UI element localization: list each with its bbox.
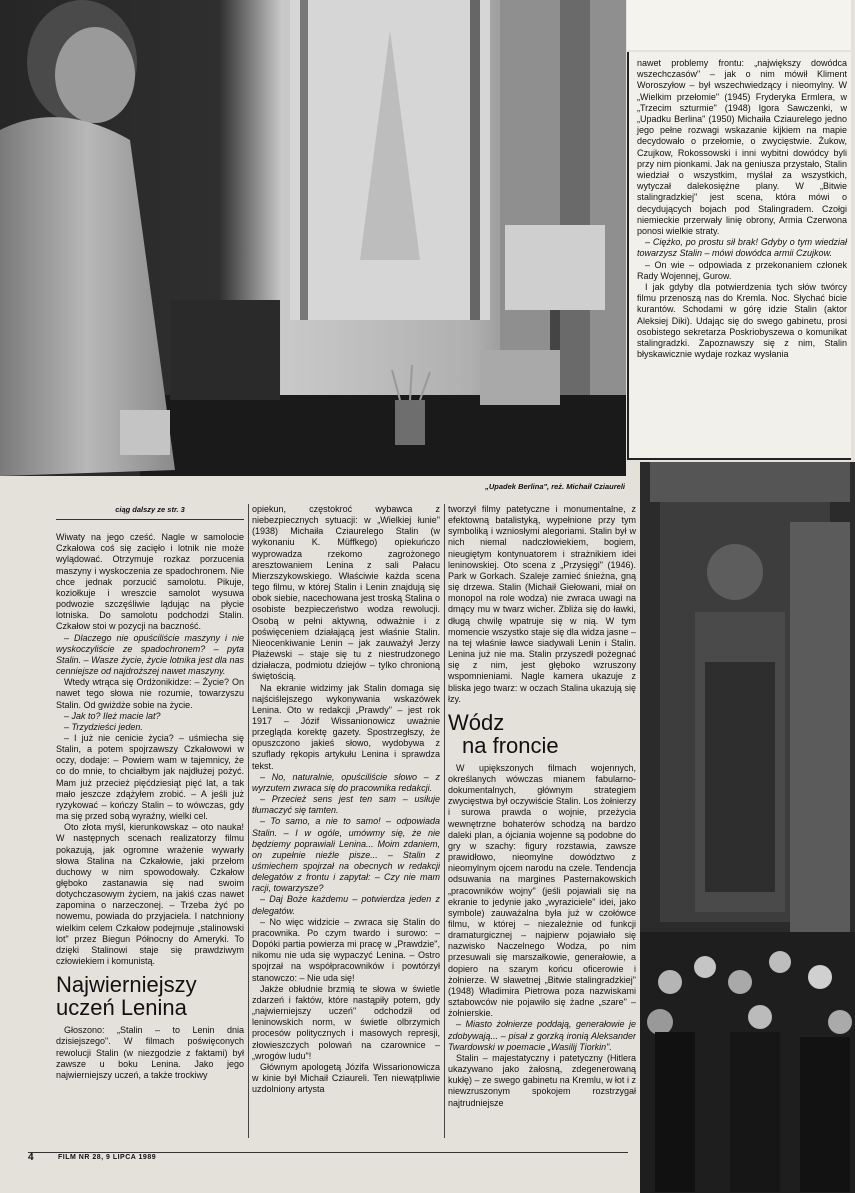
continuation-label: ciąg dalszy ze str. 3 xyxy=(56,504,244,520)
film-still-illustration xyxy=(0,0,626,476)
text-paragraph: – Miasto żołnierze poddają, generałowie je zdobywają... – pisał z gorzką ironią Aleksander Twardowski w poemacie „Wasilij Tiorkin". xyxy=(448,1019,636,1052)
section-heading-line: Wódz xyxy=(448,709,505,735)
page-number: 4 xyxy=(28,1152,34,1163)
sidebar-article-continuation xyxy=(627,52,851,460)
text-paragraph: Wiwaty na jego cześć. Nagle w samolocie Czkałowa coś się zacięło i lotnik nie może wylądować. Otrzymuje rozkaz porzucenia maszyny i wyskoczenia ze spadochronem. Nie chce jednak porzucić samolotu. Pikuje, koziołkuje i wreszcie samolot wysuwa podwozie szczęśliwie lądując na płycie lotniska. Do samolotu podchodzi Stalin. Czkałow stoi w pozycji na baczność. xyxy=(56,532,244,632)
text-paragraph: W upiększonych filmach wojennych, określanych wówczas mianem fabularno-dokumentalnych, głównym strategiem zwycięstwa był oczywiście Stalin. Los żołnierzy i surowa prawda o wojnie, przeżycia wewnętrzne bohaterów schodzą na bardzo daleki plan, a ójciania wojenne są podobne do gry w szachy: figury rozstawia, zawsze prawidłowo, nieomylne dowództwo z nieomylnym ojcem narodu na czele. Tendencja odsuwania na margines Pasternakowskich „pracowników wojny" (jeśli pojawiali się na ekranie to jedynie jako „wyraziciele" idei, jako symbole) zauważalna była już w czołówce filmu, w której – niezależnie od funkcji dramaturgicznej – najpierw pojawiało się nazwisko Naczelnego Wodza, po nim przesuwali się marszałkowie, generałowie, a dopiero na szarym końcu oficerowie i żołnierze. W sławetnej „Bitwie stalingradzkiej" (1948) Władimira Pietrowa poza nazwiskami sztabowców nie pojawiło się żadne „szare" – żołnierskie. xyxy=(448,762,636,1019)
text-paragraph: – Trzydzieści jeden. xyxy=(64,721,143,732)
section-heading xyxy=(56,973,244,1019)
text-paragraph: – I już nie cenicie życia? – uśmiecha się Stalin, a potem spojrzawszy Czkałowowi w oczy, dodaje: – Powiem wam w tajemnicy, że co do mnie, to chciałbym jak najdłużej pożyć. Mam już przecież pięćdziesiąt pięć lat, a tak mało jeszcze zdążyłem zrobić. – A jeśli już ryzykować – kończy Stalin – to wówczas, gdy ma się przed sobą wyraźny, wielki cel. xyxy=(56,732,244,822)
issue-info: FILM NR 28, 9 LIPCA 1989 xyxy=(58,1154,157,1161)
text-paragraph: – Dlaczego nie opuściliście maszyny i nie wyskoczyliście ze spadochronem? – pyta Stalin. – Wasze życie, życie lotnika jest dla nas cenniejsze od najdroższej nawet maszyny. xyxy=(56,632,244,677)
column-divider xyxy=(248,504,249,1138)
text-paragraph: Głównym apologetą Józifa Wissarionowicza w kinie był Michaił Cziaureli. Ten niewątpliwie uzdolniony artysta xyxy=(252,1061,440,1095)
text-paragraph: I jak gdyby dla potwierdzenia tych słów twórcy filmu przenoszą nas do Kremla. Noc. Słychać bicie kurantów. Schodami w górę idzie Stalin (aktor Aleksiej Diki). Udając się do swego gabinetu, prosi osobistego sekretarza Poskriobyszewa o komunikat stalingradzki. Zapoznawszy się z nim, Stalin błyskawicznie wydaje rozkaz wysłania xyxy=(637,282,847,360)
crowd-photo xyxy=(640,462,855,1193)
film-still-photo xyxy=(0,0,626,476)
text-paragraph: – On wie – odpowiada z przekonaniem członek Rady Wojennej, Gurow. xyxy=(637,259,847,281)
text-paragraph: Na ekranie widzimy jak Stalin domaga się najściślejszego wykonywania wskazówek Lenina. Oto w redakcji „Prawdy" – jest rok 1917 – Józif Wissanionowicz uważnie przegląda korektę gazety. Spostrzegłszy, że opuszczono jakieś słowo, wydobywa z szuflady rękopis artykułu Lenina i sprawdza tekst. xyxy=(252,682,440,771)
crowd-illustration xyxy=(640,462,855,1193)
text-paragraph: opiekun, częstokroć wybawca z niebezpiecznych sytuacji: w „Wielkiej łunie" (1938) Michaiła Cziaurelego Stalin (w wykonaniu K. Müffkego) opiekuńczo wyprowadza rzekomo zagrożonego aresztowaniem Lenina z sali Pałacu Mierzszykowskiego. Właściwie każda scena tego filmu, w której Stalin i Lenin znajdują się obok siebie, nacechowana jest troską Stalina o osobiste bezpieczeństwo wodza rewolucji. Osobą w pełni aktywną, odważnie i z poświęceniem działającą jest właśnie Stalin. Nieocenkiwanie Lenin – jak zauważył Jerzy Płażewski – staje się tu z niestrudzonego działacza, podmiotu dziejów – tylko chronioną świętością. xyxy=(252,504,440,682)
text-paragraph: – No, naturalnie, opuściliście słowo – z wyrzutem zwraca się do pracownika redakcji. xyxy=(252,771,440,793)
text-paragraph: – Daj Boże każdemu – potwierdza jeden z delegatów. xyxy=(252,894,440,916)
text-paragraph: Głoszono: „Stalin – to Lenin dnia dzisiejszego". W filmach poświęconych rewolucji Stalin (w niezgodzie z faktami) był zawsze u boku Lenina. Jako jego najwierniejszy uczeń, a także trockiwy xyxy=(56,1025,244,1080)
text-paragraph: tworzył filmy patetyczne i monumentalne, z efektowną batalistyką, wypełnione przy tym symboliką i wzniosłymi alegoriami. Stalin był w nich niemal nadczłowiekiem, bogiem, nieugiętym kontynuatorem i strażnikiem idei leninowskiej. Oto scena z „Przysięgi" (1946). Park w Gorkach. Szaleje zamieć śnieżna, gną się drzewa. Stalin (Michaił Giełowani, miał on monopol na role wodza) nie zwraca uwagi na dmący mu w twarz wicher. Zbliża się do ławki, długą chwilę wpatruje się w nią. W tym momencie wszystko staje się dla widza jasne – na tej właśnie ławce siadywali Lenin i Stalin. Lenina już nie ma. Stalin przyszedł pożegnać się z nim, jest głęboko wzruszony wspomnieniami. Nagle kamera ukazuje z bliska jego twarz: w oczach Stalina ukazują się łzy. xyxy=(448,504,636,704)
section-heading-line: uczeń Lenina xyxy=(56,995,187,1021)
section-heading-line: Najwierniejszy xyxy=(56,972,197,998)
blank-header-area xyxy=(627,0,851,50)
text-paragraph: Jakże obłudnie brzmią te słowa w świetle zdarzeń i faktów, które nastąpiły potem, gdy „najwierniejszy uczeń" odchodził od leninowskich norm, w świetle olbrzymich procesów politycznych i masowych represji, złowieszczych polowań na czarownice – „wrogów ludu"! xyxy=(252,983,440,1061)
text-paragraph: – To samo, a nie to samo! – odpowiada Stalin. – I w ogóle, umówmy się, że nie będziemy poprawiali Lenina... Moim zdaniem, on zupełnie nieźle pisze... – Stalin z uśmiechem spojrzał na obecnych w redakcji delegatów z frontu i zapytał: – Czy nie mam racji, towarzysze? xyxy=(252,816,440,894)
article-column-2 xyxy=(252,504,440,1142)
section-heading xyxy=(448,711,636,757)
article-column-3 xyxy=(448,504,636,1142)
text-paragraph: Stalin – majestatyczny i patetyczny (Hitlera ukazywano jako żałosną, zdegenerowaną kukłę) – ze swego gabinetu na Kremlu, w łot i z niewzruszonym spokojem rozstrzygał najtrudniejsze xyxy=(448,1052,636,1108)
text-paragraph: Oto złota myśl, kierunkowskaz – oto nauka! W następnych scenach realizatorzy filmu pokazują, jak ogromne wrażenie wywarły słowa Stalina na Czkałowie, jaki przełom duchowy w nim spowodowały. Czkałow głęboko zastanawia się nad swoim dotychczasowym życiem, na jakiś czas nawet zapomina o narzeczonej. – Trzeba żyć po nowemu, powiada do przyjaciela. I natchniony wielkim celem Czkałow podejmuje „stalinowski lot" przez Biegun Północny do Ameryki. To dzięki Stalinowi staje się prawdziwym człowiekiem i komunistą. xyxy=(56,822,244,967)
text-paragraph: Wtedy wtrąca się Ordżonikidze: – Życie? On nawet tego słowa nie rozumie, towarzyszu Stalin. Od gwiżdże sobie na życie. xyxy=(56,677,244,710)
photo-caption: „Upadek Berlina", reż. Michaił Cziaureli xyxy=(485,482,625,491)
text-paragraph: – Jak to? Ileż macie lat? xyxy=(64,710,161,721)
section-heading-line: na froncie xyxy=(462,732,559,758)
text-paragraph: nawet problemy frontu: „największy dowódca wszechczasów" – jak o nim mówił Kliment Woroszyłow – był wszechwiedzący i nieomylny. W „Wielkim przełomie" (1945) Fryderyka Ermlera, w „Trzecim szturmie" (1948) Igora Sawczenki, w „Upadku Berlina" (1950) Michaiła Cziaurelego jedno jego pełne rozwagi wskazanie kijkiem na mapie decydowało o przełomie, o zwycięstwie. Żukow, Czujkow, Rokossowski i inni wybitni dowódcy byli przy nim pionkami. Jak na geniusza przystało, Stalin wiedział o wszystkim, myślał za wszystkich, wytyczał dalekosiężne plany. W „Bitwie stalingradzkiej" jest scena, która mówi o decydujących bojach pod Stalingradem. Czołgi niemieckie przerwały linię obrony, Armia Czerwona ponosi wielkie straty. xyxy=(637,58,847,237)
column-divider xyxy=(444,504,445,1138)
text-paragraph: – Przecież sens jest ten sam – usiłuje tłumaczyć się tamten. xyxy=(252,794,440,816)
text-paragraph: – Ciężko, po prostu sił brak! Gdyby o tym wiedział towarzysz Stalin – mówi dowódca armii Czujkow. xyxy=(637,237,847,259)
text-paragraph: – No więc widzicie – zwraca się Stalin do pracownika. Po czym twardo i surowo: – Dopóki partia powierza mi pracę w „Prawdzie", nikomu nie uda się wypaczyć Lenina. – Ostro spojrzał na współpracowników i powtórzył stanowczo: – Nie uda się! xyxy=(252,916,440,983)
article-column-1 xyxy=(56,500,244,1140)
